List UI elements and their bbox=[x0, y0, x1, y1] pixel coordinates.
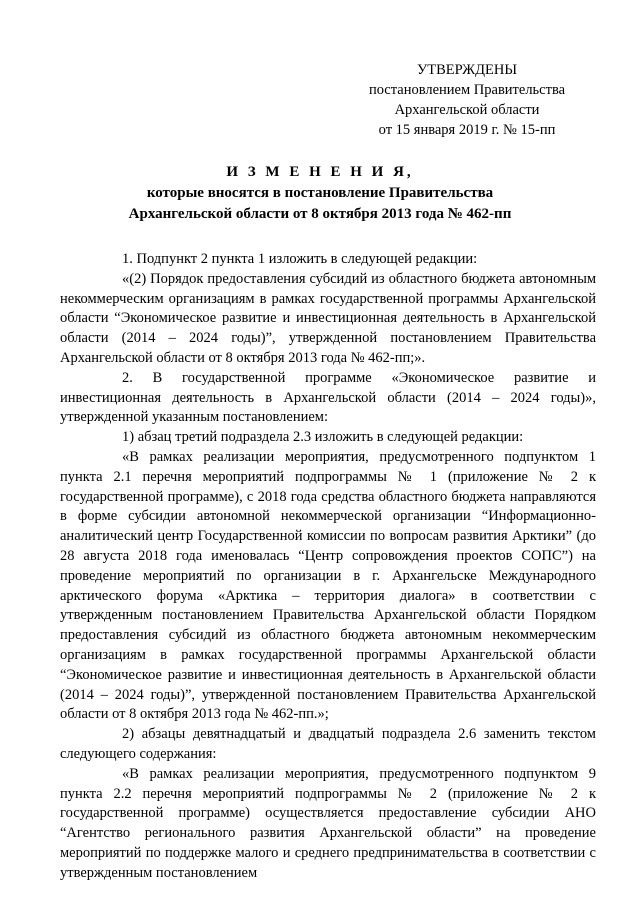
title-heading: И З М Е Н Е Н И Я, bbox=[226, 164, 414, 180]
document-title bbox=[60, 162, 580, 225]
paragraph: 1) абзац третий подраздела 2.3 изложить в следующей редакции: bbox=[122, 429, 524, 446]
paragraph: «В рамках реализации мероприятия, предусмотренного подпунктом 1 пункта 2.1 перечня мероприятий подпрограммы № 1 (приложение № 2 к государственной программе), с 2018 года средства областного бюджета направляются в форме субсидии автономной некоммерческой организации “Информационно-аналитический центр Государственной комиссии по вопросам развития Арктики” (до 28 августа 2018 года именовалась “Центр сопровождения проектов СОПС”) на проведение мероприятий по организации в г. Архангельске Международного арктического форума «Арктика – территория диалога» в соответствии с утвержденным постановлением Правительства Архангельской области Порядком предоставления субсидий из областного бюджета автономным некоммерческим организациям в рамках государственной программы Архангельской области “Экономическое развитие и инвестиционная деятельность в Архангельской области (2014 – 2024 годы)”, утвержденной постановлением Правительства Архангельской области от 8 октября 2013 года № 462-пп.»; bbox=[60, 448, 596, 723]
paragraph: 1. Подпункт 2 пункта 1 изложить в следующей редакции: bbox=[122, 251, 478, 267]
approval-line: Архангельской области bbox=[394, 102, 540, 118]
title-subline: которые вносятся в постановление Правительства bbox=[146, 185, 494, 201]
paragraph: «В рамках реализации мероприятия, предусмотренного подпунктом 9 пункта 2.2 перечня мероприятий подпрограммы № 2 (приложение № 2 к государственной программе) осуществляется предоставление субсидии АНО “Агентство регионального развития Архангельской области” на проведение мероприятий по поддержке малого и среднего предпринимательства в соответствии с утвержденным постановлением bbox=[60, 765, 596, 881]
approval-date: от 15 января 2019 г. № 15-пп bbox=[378, 122, 556, 138]
approval-line: постановлением Правительства bbox=[368, 82, 566, 98]
paragraph: 2) абзацы девятнадцатый и двадцатый подраздела 2.6 заменить текстом следующего содержания: bbox=[60, 726, 596, 762]
document-body bbox=[60, 250, 596, 884]
title-subline: Архангельской области от 8 октября 2013 года № 462-пп bbox=[128, 206, 512, 222]
paragraph: 2. В государственной программе «Экономическое развитие и инвестиционная деятельность в Архангельской области (2014 – 2024 годы)», утвержденной указанным постановлением: bbox=[60, 369, 596, 426]
paragraph: «(2) Порядок предоставления субсидий из областного бюджета автономным некоммерческим организациям в рамках государственной программы Архангельской области “Экономическое развитие и инвестиционная деятельность в Архангельской области (2014 – 2024 годы)”, утвержденной постановлением Правительства Архангельской области от 8 октября 2013 года № 462-пп;». bbox=[60, 270, 596, 366]
approval-title: УТВЕРЖДЕНЫ bbox=[416, 62, 518, 78]
approval-stamp bbox=[352, 60, 582, 140]
